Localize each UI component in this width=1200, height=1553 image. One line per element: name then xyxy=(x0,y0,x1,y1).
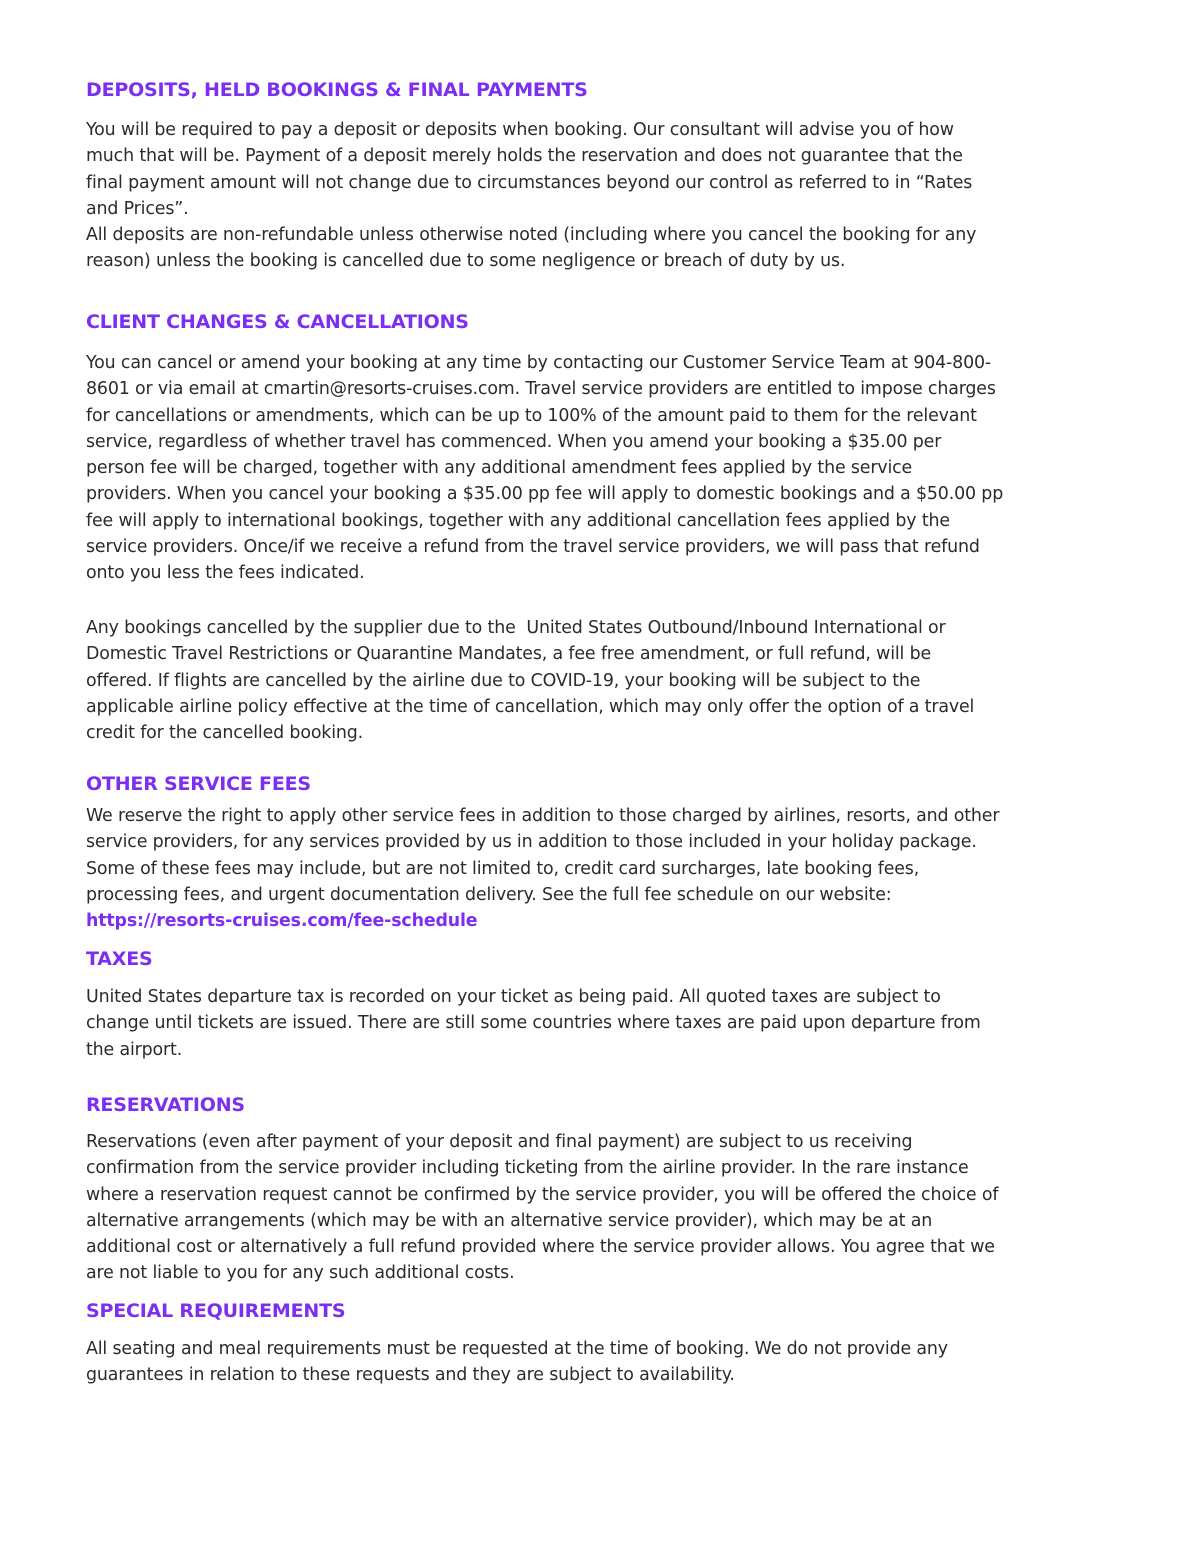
heading-other-service-fees: OTHER SERVICE FEES xyxy=(86,773,311,795)
text-line: the airport. xyxy=(86,1039,183,1060)
text-line: change until tickets are issued. There are still some countries where taxes are paid upon departure from xyxy=(86,1013,981,1034)
paragraph-client-changes-1 xyxy=(86,350,1136,587)
paragraph-special-requirements xyxy=(86,1336,1136,1389)
text-line: are not liable to you for any such additional costs. xyxy=(86,1263,515,1284)
text-line: where a reservation request cannot be confirmed by the service provider, you will be offered the choice of xyxy=(86,1184,999,1205)
text-line: final payment amount will not change due to circumstances beyond our control as referred to in “Rates xyxy=(86,172,973,193)
text-line: providers. When you cancel your booking a $35.00 pp fee will apply to domestic bookings and a $50.00 pp xyxy=(86,484,1004,505)
text-line: Reservations (even after payment of your deposit and final payment) are subject to us receiving xyxy=(86,1132,913,1152)
heading-taxes: TAXES xyxy=(86,948,153,970)
paragraph-deposits xyxy=(86,117,1136,275)
text-line: 8601 or via email at cmartin@resorts-cruises.com. Travel service providers are entitled to impose charges xyxy=(86,379,996,400)
text-line: fee will apply to international bookings, together with any additional cancellation fees applied by the xyxy=(86,510,950,531)
text-line: Any bookings cancelled by the supplier due to the United States Outbound/Inbound International or xyxy=(86,618,946,638)
paragraph-reservations xyxy=(86,1129,1136,1287)
heading-reservations: RESERVATIONS xyxy=(86,1094,245,1116)
heading-deposits: DEPOSITS, HELD BOOKINGS & FINAL PAYMENTS xyxy=(86,79,588,101)
text-line: person fee will be charged, together with any additional amendment fees applied by the service xyxy=(86,458,913,479)
fee-schedule-link[interactable]: https://resorts-cruises.com/fee-schedule xyxy=(86,911,478,932)
text-line: alternative arrangements (which may be with an alternative service provider), which may be at an xyxy=(86,1210,933,1231)
text-line: processing fees, and urgent documentation delivery. See the full fee schedule on our website: xyxy=(86,884,892,905)
heading-client-changes: CLIENT CHANGES & CANCELLATIONS xyxy=(86,311,469,333)
text-line: You can cancel or amend your booking at any time by contacting our Customer Service Team at 904-800- xyxy=(86,353,992,373)
text-line: guarantees in relation to these requests and they are subject to availability. xyxy=(86,1365,735,1386)
text-line: and Prices”. xyxy=(86,198,189,219)
paragraph-taxes xyxy=(86,984,1136,1063)
paragraph-other-service-fees xyxy=(86,803,1136,934)
text-line: reason) unless the booking is cancelled due to some negligence or breach of duty by us. xyxy=(86,251,846,272)
text-line: much that will be. Payment of a deposit merely holds the reservation and does not guarantee that the xyxy=(86,146,963,167)
text-line: credit for the cancelled booking. xyxy=(86,723,364,744)
text-line: Domestic Travel Restrictions or Quarantine Mandates, a fee free amendment, or full refund, will be xyxy=(86,644,932,665)
text-line: additional cost or alternatively a full refund provided where the service provider allows. You agree that we xyxy=(86,1237,995,1258)
heading-special-requirements: SPECIAL REQUIREMENTS xyxy=(86,1300,346,1322)
text-line: All deposits are non-refundable unless otherwise noted (including where you cancel the booking for any xyxy=(86,225,977,246)
text-line: Some of these fees may include, but are not limited to, credit card surcharges, late booking fees, xyxy=(86,858,920,879)
text-line: We reserve the right to apply other service fees in addition to those charged by airlines, resorts, and other xyxy=(86,806,1000,826)
text-line: All seating and meal requirements must be requested at the time of booking. We do not provide any xyxy=(86,1339,948,1359)
text-line: United States departure tax is recorded on your ticket as being paid. All quoted taxes are subject to xyxy=(86,987,941,1007)
text-line: service, regardless of whether travel has commenced. When you amend your booking a $35.00 per xyxy=(86,431,942,452)
paragraph-client-changes-2 xyxy=(86,615,1136,746)
text-line: service providers, for any services provided by us in addition to those included in your holiday package. xyxy=(86,832,977,853)
text-line: confirmation from the service provider including ticketing from the airline provider. In the rare instance xyxy=(86,1158,969,1179)
text-line: onto you less the fees indicated. xyxy=(86,563,365,584)
text-line: for cancellations or amendments, which can be up to 100% of the amount paid to them for the relevant xyxy=(86,405,977,426)
text-line: You will be required to pay a deposit or deposits when booking. Our consultant will advise you of how xyxy=(86,120,954,140)
text-line: offered. If flights are cancelled by the airline due to COVID-19, your booking will be subject to the xyxy=(86,670,921,691)
text-line: applicable airline policy effective at the time of cancellation, which may only offer the option of a travel xyxy=(86,696,975,717)
text-line: service providers. Once/if we receive a refund from the travel service providers, we will pass that refund xyxy=(86,537,980,558)
